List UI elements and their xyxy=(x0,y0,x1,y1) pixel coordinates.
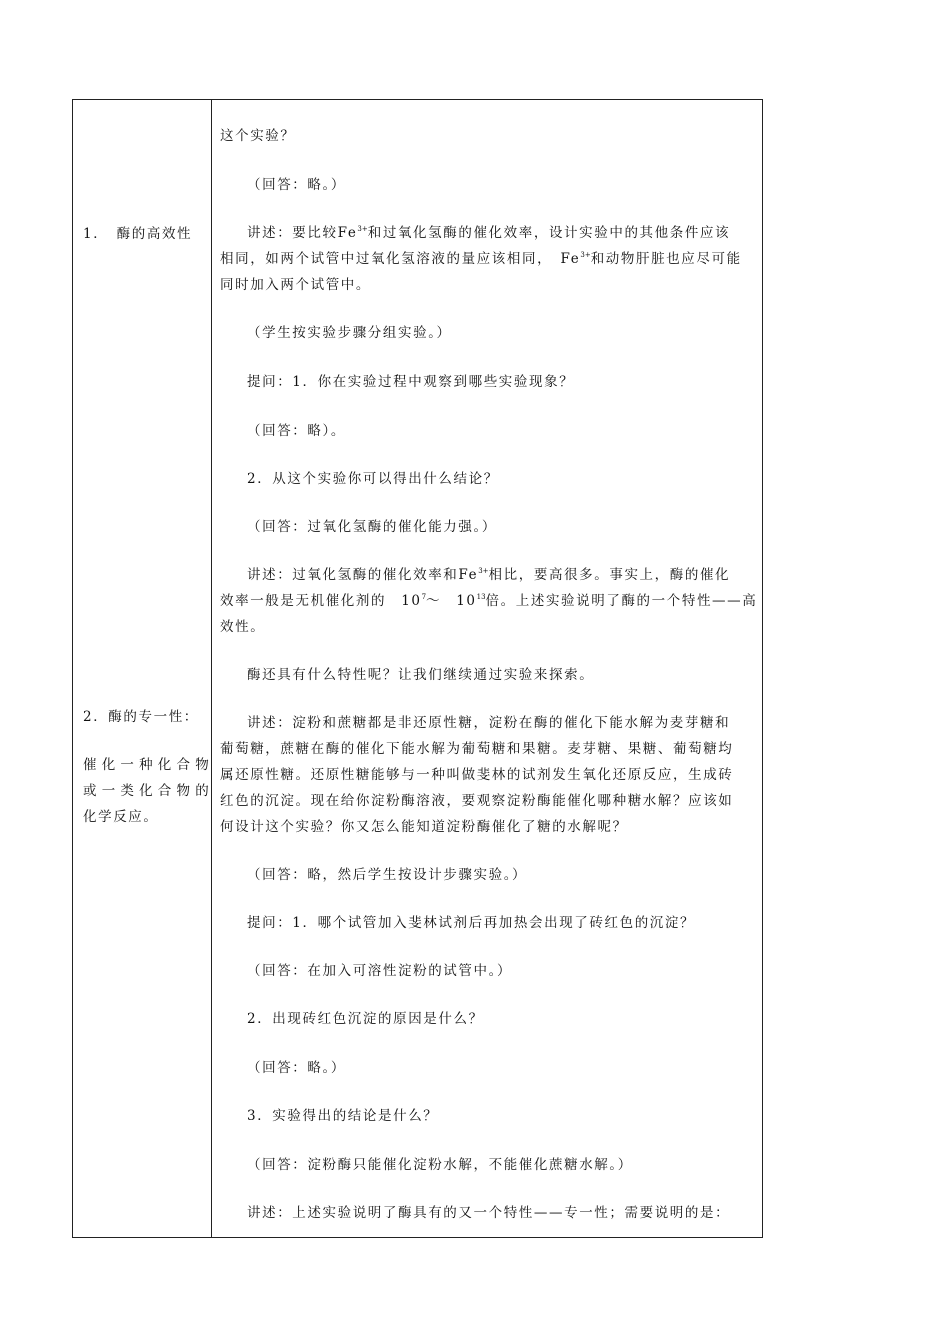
para-explain-2-line-2: 效率一般是无机催化剂的 $10^7\sim$ $10^{13}$倍。上述实验说明了酶的一个特性——高 xyxy=(220,593,758,609)
para-experiment-question: 这个实验？ xyxy=(220,128,296,144)
para-explain-1-line-3: 同时加入两个试管中。 xyxy=(220,277,371,293)
para-explain-3-line-2: 葡萄糖，蔗糖在酶的催化下能水解为葡萄糖和果糖。麦芽糖、果糖、葡萄糖均 xyxy=(220,741,734,757)
para-transition: 酶还具有什么特性呢？让我们继续通过实验来探索。 xyxy=(247,667,595,683)
para-explain-4: 讲述：上述实验说明了酶具有的又一个特性——专一性；需要说明的是： xyxy=(247,1205,731,1221)
para-question-4: 2．出现砖红色沉淀的原因是什么？ xyxy=(247,1011,484,1027)
para-explain-1-line-2: 相同，如两个试管中过氧化氢溶液的量应该相同， $Fe^{3+}$和动物肝脏也应尽可能 xyxy=(220,251,742,267)
para-question-1: 提问：1．你在实验过程中观察到哪些实验现象？ xyxy=(247,374,575,390)
specificity-desc-line-3: 化学反应。 xyxy=(83,809,159,825)
heading-specificity: 2．酶的专一性： xyxy=(83,709,199,725)
right-column xyxy=(213,100,762,1237)
para-question-3: 提问：1．哪个试管加入斐林试剂后再加热会出现了砖红色的沉淀？ xyxy=(247,915,696,931)
left-column xyxy=(73,100,214,1237)
para-answer-7: （回答：淀粉酶只能催化淀粉水解，不能催化蔗糖水解。） xyxy=(247,1157,633,1173)
para-question-2: 2．从这个实验你可以得出什么结论？ xyxy=(247,471,499,487)
para-explain-3-line-4: 红色的沉淀。现在给你淀粉酶溶液，要观察淀粉酶能催化哪种糖水解？应该如 xyxy=(220,793,734,809)
para-explain-3-line-5: 何设计这个实验？你又怎么能知道淀粉酶催化了糖的水解呢？ xyxy=(220,819,628,835)
specificity-desc-line-2: 或一类化合物的 xyxy=(83,783,214,799)
para-answer-4: （回答：略，然后学生按设计步骤实验。） xyxy=(247,867,528,883)
para-explain-3-line-1: 讲述：淀粉和蔗糖都是非还原性糖，淀粉在酶的催化下能水解为麦芽糖和 xyxy=(247,715,731,731)
heading-high-efficiency: 1． 酶的高效性 xyxy=(83,226,193,242)
para-answer-1: （回答：略。） xyxy=(247,177,346,193)
para-student-experiment: （学生按实验步骤分组实验。） xyxy=(247,325,452,341)
para-explain-2-line-1: 讲述：过氧化氢酶的催化效率和$Fe^{3+}$相比，要高很多。事实上，酶的催化 xyxy=(247,567,731,583)
para-explain-2-line-3: 效性。 xyxy=(220,619,266,635)
para-explain-1-line-1: 讲述：要比较$Fe^{3+}$和过氧化氢酶的催化效率，设计实验中的其他条件应该 xyxy=(247,225,731,241)
para-answer-3: （回答：过氧化氢酶的催化能力强。） xyxy=(247,519,497,535)
para-question-5: 3．实验得出的结论是什么？ xyxy=(247,1108,439,1124)
para-explain-3-line-3: 属还原性糖。还原性糖能够与一种叫做斐林的试剂发生氧化还原反应，生成砖 xyxy=(220,767,734,783)
para-answer-2: （回答：略）。 xyxy=(247,423,346,439)
para-answer-5: （回答：在加入可溶性淀粉的试管中。） xyxy=(247,963,513,979)
specificity-desc-line-1: 催化一种化合物 xyxy=(83,757,214,773)
para-answer-6: （回答：略。） xyxy=(247,1060,346,1076)
lesson-table xyxy=(72,99,763,1238)
column-divider xyxy=(211,100,212,1237)
